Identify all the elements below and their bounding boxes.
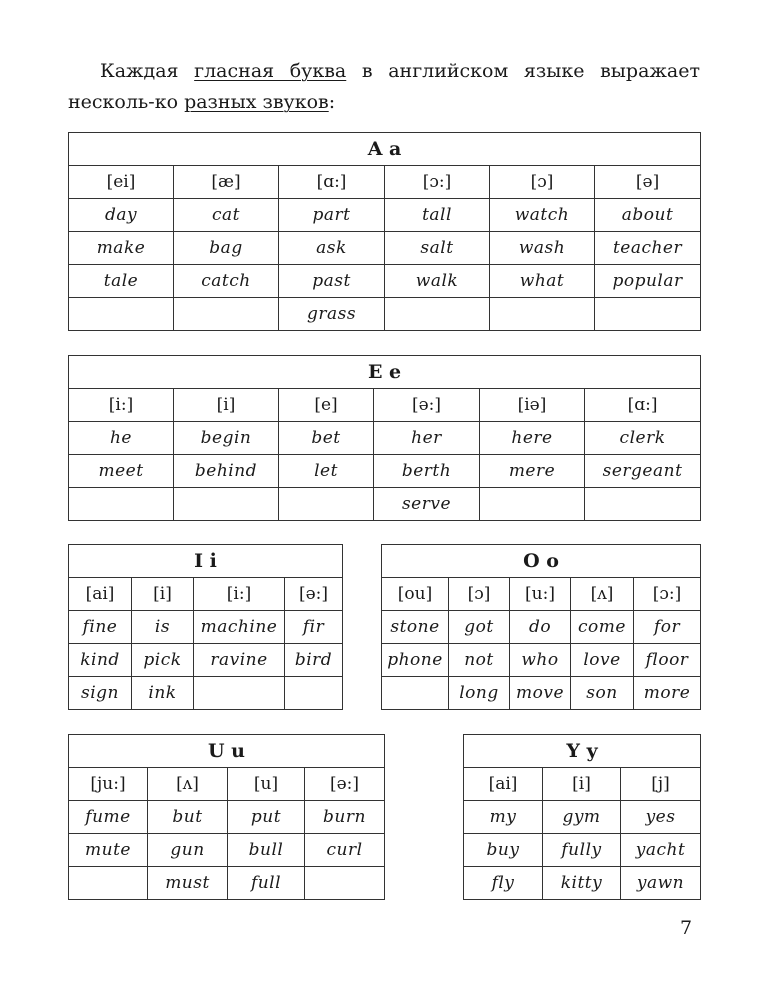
example-word: bull (228, 834, 305, 867)
sound-symbol: [ɔ] (449, 578, 510, 611)
example-word: ask (279, 232, 385, 265)
example-word: come (571, 611, 634, 644)
example-word: popular (595, 265, 701, 298)
sound-symbol: [æ] (174, 166, 279, 199)
example-word: fine (69, 611, 132, 644)
sound-symbol: [ɔ] (490, 166, 595, 199)
letter-header: I i (69, 545, 343, 578)
example-word: serve (374, 488, 480, 521)
example-word: got (449, 611, 510, 644)
letter-header: A a (69, 133, 701, 166)
sound-symbol: [ɑ:] (279, 166, 385, 199)
example-word: long (449, 677, 510, 710)
example-word: kind (69, 644, 132, 677)
example-word: sign (69, 677, 132, 710)
example-word: berth (374, 455, 480, 488)
example-word: mere (480, 455, 585, 488)
example-word: not (449, 644, 510, 677)
sound-symbol: [ɔ:] (385, 166, 490, 199)
example-word (305, 867, 385, 900)
example-word: love (571, 644, 634, 677)
example-word (69, 867, 148, 900)
letter-header: Y y (464, 735, 701, 768)
sound-symbol: [ei] (69, 166, 174, 199)
example-word: teacher (595, 232, 701, 265)
example-word: day (69, 199, 174, 232)
example-word (174, 298, 279, 331)
example-word: do (510, 611, 571, 644)
page-number: 7 (680, 917, 693, 939)
example-word: machine (194, 611, 285, 644)
example-word: buy (464, 834, 543, 867)
example-word (585, 488, 701, 521)
example-word: my (464, 801, 543, 834)
letter-header: O o (382, 545, 701, 578)
example-word: bet (279, 422, 374, 455)
sound-symbol: [ɑ:] (585, 389, 701, 422)
example-word: kitty (543, 867, 621, 900)
sound-symbol: [ai] (464, 768, 543, 801)
example-word: grass (279, 298, 385, 331)
example-word: fume (69, 801, 148, 834)
table-letter-e (68, 355, 701, 521)
example-word: here (480, 422, 585, 455)
intro-text-1: Каждая (100, 60, 195, 82)
letter-header: E e (69, 356, 701, 389)
example-word: yawn (621, 867, 701, 900)
sound-symbol: [iə] (480, 389, 585, 422)
example-word: put (228, 801, 305, 834)
example-word (69, 488, 174, 521)
example-word: behind (174, 455, 279, 488)
example-word: sergeant (585, 455, 701, 488)
intro-text-3: : (328, 91, 336, 113)
example-word: who (510, 644, 571, 677)
example-word: full (228, 867, 305, 900)
example-word: he (69, 422, 174, 455)
example-word: son (571, 677, 634, 710)
example-word: must (148, 867, 228, 900)
example-word (382, 677, 449, 710)
example-word (385, 298, 490, 331)
example-word: floor (634, 644, 701, 677)
example-word: about (595, 199, 701, 232)
example-word: meet (69, 455, 174, 488)
example-word: curl (305, 834, 385, 867)
sound-symbol: [i:] (69, 389, 174, 422)
example-word (490, 298, 595, 331)
example-word: salt (385, 232, 490, 265)
sound-symbol: [i:] (194, 578, 285, 611)
example-word: tale (69, 265, 174, 298)
example-word: gym (543, 801, 621, 834)
example-word: ravine (194, 644, 285, 677)
example-word: is (132, 611, 194, 644)
letter-header: U u (69, 735, 385, 768)
example-word: more (634, 677, 701, 710)
example-word: pick (132, 644, 194, 677)
sound-symbol: [ju:] (69, 768, 148, 801)
sound-symbol: [ai] (69, 578, 132, 611)
example-word: mute (69, 834, 148, 867)
sound-symbol: [ʌ] (571, 578, 634, 611)
sound-symbol: [i] (132, 578, 194, 611)
sound-symbol: [u:] (510, 578, 571, 611)
intro-underlined-vowel-letter: гласная буква (194, 60, 347, 82)
example-word: move (510, 677, 571, 710)
sound-symbol: [j] (621, 768, 701, 801)
sound-symbol: [ʌ] (148, 768, 228, 801)
example-word (595, 298, 701, 331)
example-word: gun (148, 834, 228, 867)
example-word: stone (382, 611, 449, 644)
table-letter-u (68, 734, 385, 900)
example-word: make (69, 232, 174, 265)
example-word (194, 677, 285, 710)
sound-symbol: [ə:] (305, 768, 385, 801)
example-word: ink (132, 677, 194, 710)
example-word: catch (174, 265, 279, 298)
example-word: let (279, 455, 374, 488)
example-word: her (374, 422, 480, 455)
example-word: fully (543, 834, 621, 867)
table-letter-i (68, 544, 343, 710)
sound-symbol: [u] (228, 768, 305, 801)
example-word: wash (490, 232, 595, 265)
table-letter-a (68, 132, 701, 331)
example-word: for (634, 611, 701, 644)
example-word (69, 298, 174, 331)
example-word: fir (285, 611, 343, 644)
sound-symbol: [ou] (382, 578, 449, 611)
sound-symbol: [e] (279, 389, 374, 422)
example-word (285, 677, 343, 710)
example-word: past (279, 265, 385, 298)
intro-paragraph (68, 56, 700, 118)
example-word: but (148, 801, 228, 834)
sound-symbol: [ə:] (374, 389, 480, 422)
intro-text-2: в английском языке выражает несколь-ко (68, 60, 700, 113)
sound-symbol: [ə] (595, 166, 701, 199)
example-word (279, 488, 374, 521)
sound-symbol: [ə:] (285, 578, 343, 611)
example-word (480, 488, 585, 521)
example-word: walk (385, 265, 490, 298)
example-word: phone (382, 644, 449, 677)
example-word: part (279, 199, 385, 232)
sound-symbol: [i] (543, 768, 621, 801)
example-word (174, 488, 279, 521)
sound-symbol: [ɔ:] (634, 578, 701, 611)
intro-underlined-different-sounds: разных звуков (184, 91, 329, 113)
example-word: fly (464, 867, 543, 900)
table-letter-y (463, 734, 701, 900)
example-word: yacht (621, 834, 701, 867)
example-word: clerk (585, 422, 701, 455)
table-letter-o (381, 544, 701, 710)
example-word: bag (174, 232, 279, 265)
example-word: watch (490, 199, 595, 232)
example-word: cat (174, 199, 279, 232)
example-word: burn (305, 801, 385, 834)
example-word: what (490, 265, 595, 298)
example-word: bird (285, 644, 343, 677)
example-word: yes (621, 801, 701, 834)
sound-symbol: [i] (174, 389, 279, 422)
example-word: tall (385, 199, 490, 232)
example-word: begin (174, 422, 279, 455)
